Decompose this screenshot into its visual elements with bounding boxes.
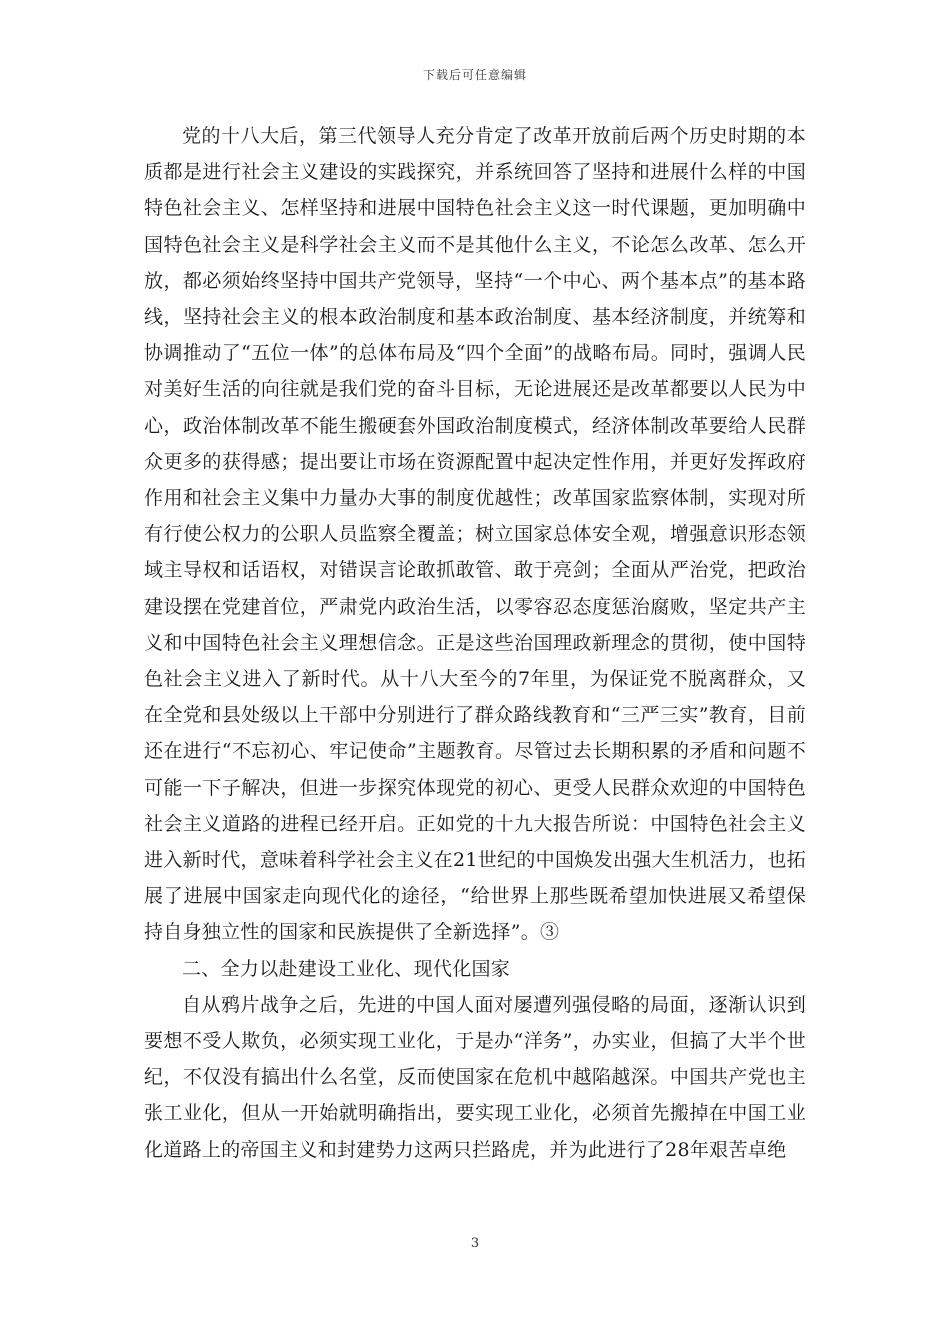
document-body: [144, 118, 806, 1168]
section-heading: 二、全力以赴建设工业化、现代化国家: [182, 957, 511, 980]
body-paragraph-2: 自从鸦片战争之后，先进的中国人面对屡遭列强侵略的局面，逐渐认识到要想不受人欺负，必须实现工业化，于是办“洋务”，办实业，但搞了大半个世纪，不仅没有搞出什么名堂，反而使国家在危机中越陷越深。中国共产党也主张工业化，但从一开始就明确指出，要实现工业化，必须首先搬掉在中国工业化道路上的帝国主义和封建势力这两只拦路虎，并为此进行了28年艰苦卓绝: [144, 993, 806, 1161]
body-paragraph-1: 党的十八大后，第三代领导人充分肯定了改革开放前后两个历史时期的本质都是进行社会主义建设的实践探究，并系统回答了坚持和进展什么样的中国特色社会主义、怎样坚持和进展中国特色社会主义这一时代课题，更加明确中国特色社会主义是科学社会主义而不是其他什么主义，不论怎么改革、怎么开放，都必须始终坚持中国共产党领导，坚持“一个中心、两个基本点”的基本路线，坚持社会主义的根本政治制度和基本政治制度、基本经济制度，并统筹和协调推动了“五位一体”的总体布局及“四个全面”的战略布局。同时，强调人民对美好生活的向往就是我们党的奋斗目标，无论进展还是改革都要以人民为中心，政治体制改革不能生搬硬套外国政治制度模式，经济体制改革要给人民群众更多的获得感；提出要让市场在资源配置中起决定性作用，并更好发挥政府作用和社会主义集中力量办大事的制度优越性；改革国家监察体制，实现对所有行使公权力的公职人员监察全覆盖；树立国家总体安全观，增强意识形态领域主导权和话语权，对错误言论敢抓敢管、敢于亮剑；全面从严治党，把政治建设摆在党建首位，严肃党内政治生活，以零容忍态度惩治腐败，坚定共产主义和中国特色社会主义理想信念。正是这些治国理政新理念的贯彻，使中国特色社会主义进入了新时代。从十八大至今的7年里，为保证党不脱离群众，又在全党和县处级以上干部中分别进行了群众路线教育和“三严三实”教育，目前还在进行“不忘初心、牢记使命”主题教育。尽管过去长期积累的矛盾和问题不可能一下子解决，但进一步探究体现党的初心、更受人民群众欢迎的中国特色社会主义道路的进程已经开启。正如党的十九大报告所说：中国特色社会主义进入新时代，意味着科学社会主义在21世纪的中国焕发出强大生机活力，也拓展了进展中国家走向现代化的途径，“给世界上那些既希望加快进展又希望保持自身独立性的国家和民族提供了全新选择”。③: [144, 125, 806, 944]
page-header: 下载后可任意编辑: [422, 68, 527, 82]
page-number: 3: [470, 1236, 480, 1251]
